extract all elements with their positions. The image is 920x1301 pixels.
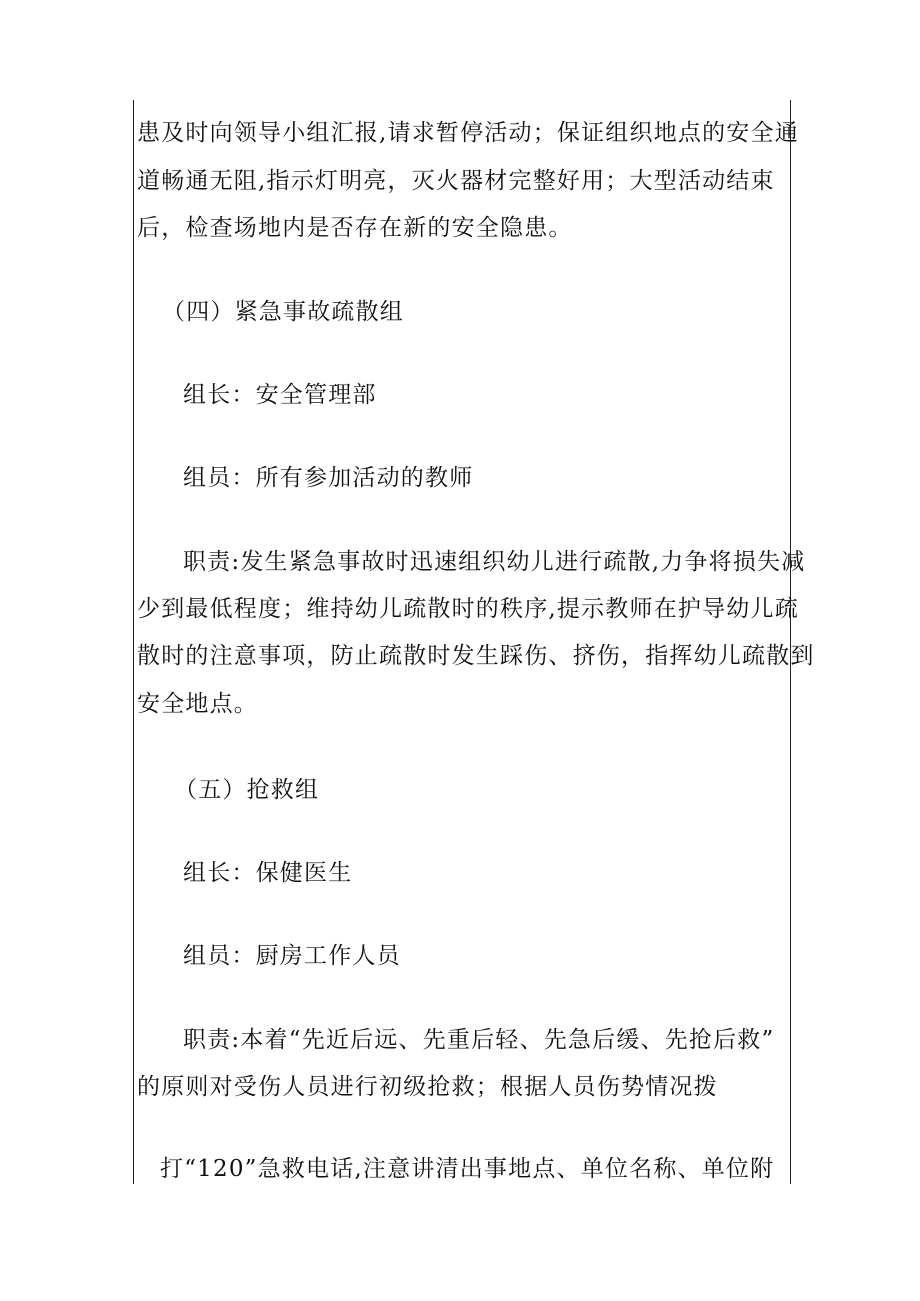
section-heading: （五）抢救组 [174, 777, 320, 803]
paragraph-line: 的原则对受伤人员进行初级抢救；根据人员伤势情况拨 [137, 1074, 718, 1100]
paragraph-line: 少到最低程度；维持幼儿疏散时的秩序,提示教师在护导幼儿疏 [137, 596, 799, 622]
paragraph-line: 道畅通无阻,指示灯明亮，灭火器材完整好用；大型活动结束 [137, 168, 775, 194]
paragraph-line: 后，检查场地内是否存在新的安全隐患。 [137, 215, 573, 241]
team-members-line: 组员：厨房工作人员 [183, 943, 401, 969]
duty-line: 职责:发生紧急事故时迅速组织幼儿进行疏散,力争将损失减 [183, 549, 806, 575]
duty-line: 职责:本着“先近后远、先重后轻、先急后缓、先抢后救” [183, 1027, 775, 1053]
paragraph-line: 散时的注意事项，防止疏散时发生踩伤、挤伤，指挥幼儿疏散到 [137, 643, 815, 669]
section-heading: （四）紧急事故疏散组 [162, 299, 404, 325]
team-leader-line: 组长：保健医生 [183, 860, 353, 886]
paragraph-line: 打“120”急救电话,注意讲清出事地点、单位名称、单位附 [160, 1156, 775, 1182]
team-leader-line: 组长：安全管理部 [183, 382, 377, 408]
paragraph-line: 安全地点。 [137, 691, 258, 717]
paragraph-line: 患及时向领导小组汇报,请求暂停活动；保证组织地点的安全通 [137, 120, 799, 146]
team-members-line: 组员：所有参加活动的教师 [183, 465, 474, 491]
